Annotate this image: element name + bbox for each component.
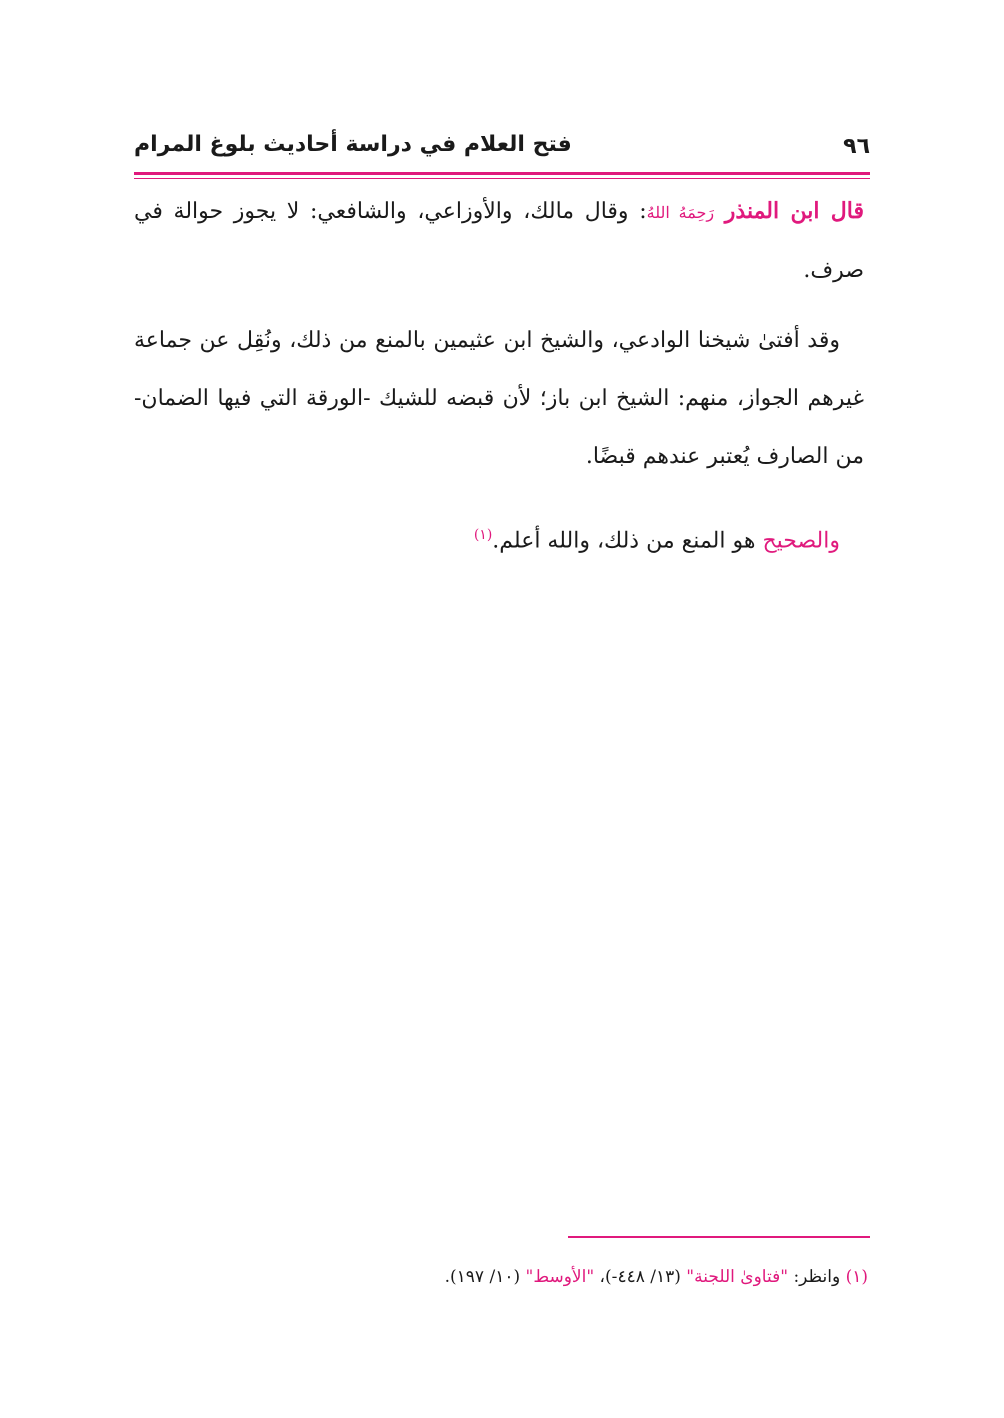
running-title: فتح العلام في دراسة أحاديث بلوغ المرام — [134, 132, 572, 157]
speaker-label: قال ابن المنذر — [724, 198, 864, 224]
page-header — [134, 126, 870, 170]
footnote-separator — [568, 1236, 870, 1238]
footnote — [134, 1262, 868, 1292]
footnote-prefix: وانظر: — [788, 1267, 846, 1287]
footnote-source-1-location: (١٣/ ٤٤٨-)، — [594, 1267, 687, 1287]
paragraph-ibn-al-mundhir — [134, 182, 864, 300]
footnote-number: (١) — [845, 1267, 868, 1287]
conclusion-lead: والصحيح — [762, 528, 840, 554]
paragraph-conclusion — [134, 506, 864, 570]
header-rule-thick — [134, 172, 870, 175]
paragraph-text: هو المنع من ذلك، والله أعلم. — [492, 528, 763, 554]
footnote-source-2: "الأوسط" — [525, 1267, 595, 1287]
paragraph-text: وقد أفتىٰ شيخنا الوادعي، والشيخ ابن عثيمين بالمنع من ذلك، ونُقِل عن جماعة غيرهم الجواز، منهم: الشيخ ابن باز؛ لأن قبضه للشيك -الورقة التي فيها الضمان- من الصارف يُعتبر عندهم قبضًا. — [134, 328, 864, 469]
honorific-mark: رَحِمَهُ اللهُ — [646, 203, 715, 222]
footnote-reference: (١) — [473, 527, 493, 543]
paragraph-fatwa — [134, 312, 864, 486]
header-rule-thin — [134, 178, 870, 179]
footnote-source-2-location: (١٠/ ١٩٧). — [444, 1267, 526, 1287]
paragraph-text: : وقال مالك، والأوزاعي، والشافعي: لا يجوز حوالة في صرف. — [134, 199, 864, 283]
page-number: ٩٦ — [843, 134, 870, 159]
footnote-source-1: "فتاوىٰ اللجنة" — [686, 1267, 789, 1287]
